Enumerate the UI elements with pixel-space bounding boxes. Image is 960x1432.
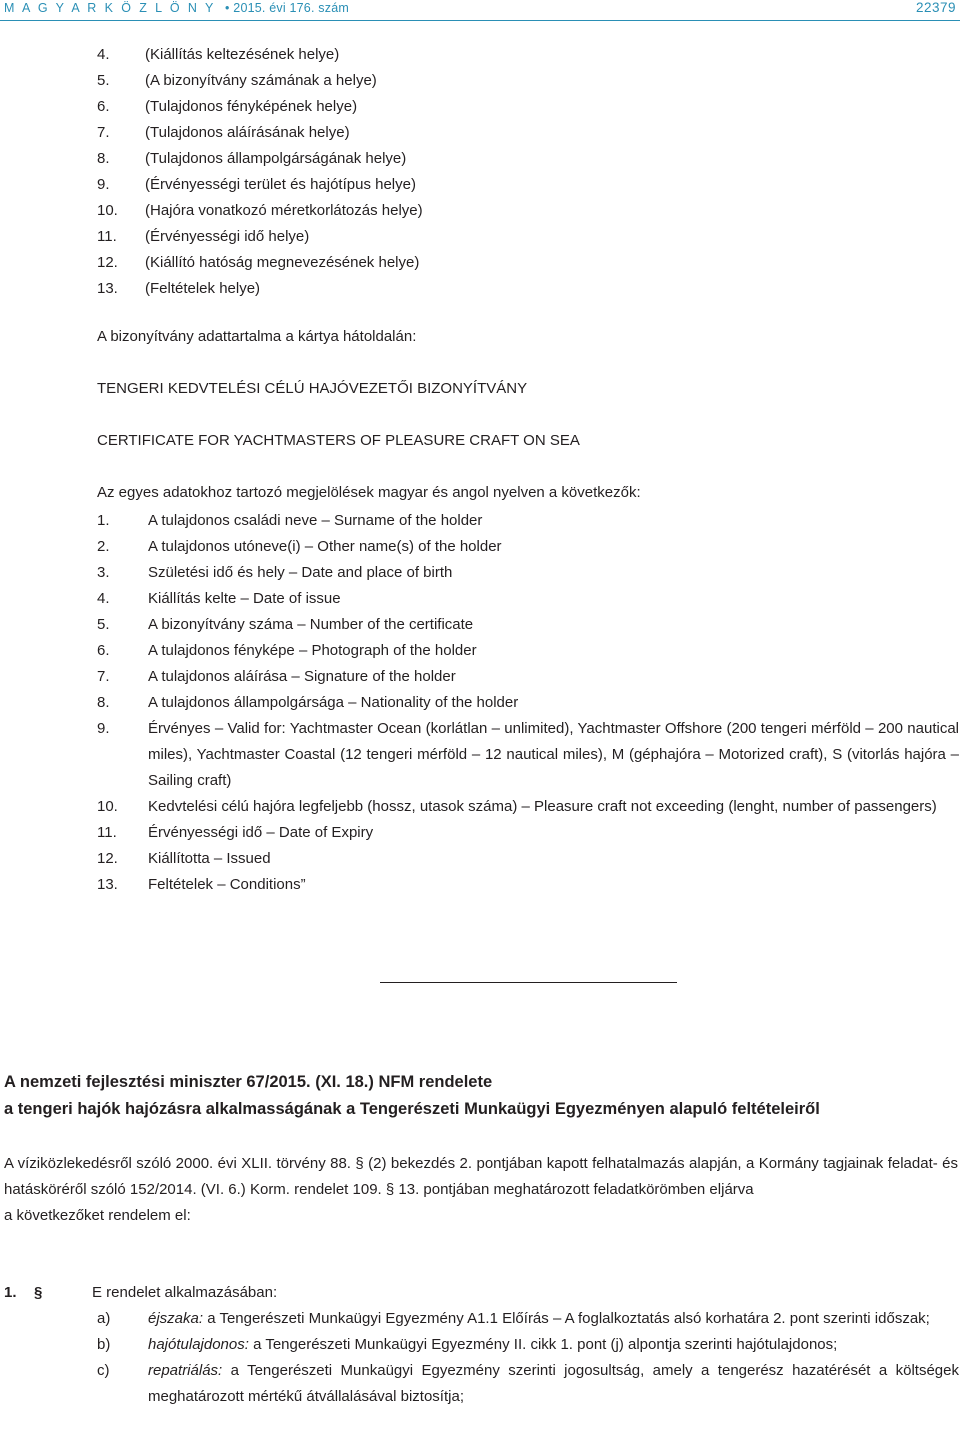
list-item — [97, 252, 797, 278]
item-number: 9. — [97, 720, 110, 737]
journal-name: M A G Y A R K Ö Z L Ö N Y — [4, 1, 216, 15]
list-item — [97, 174, 797, 200]
decree-subtitle: a tengeri hajók hajózásra alkalmasságának a Tengerészeti Munkaügyi Egyezményen alapuló feltételeiről — [4, 1100, 820, 1118]
item-number: 6. — [97, 98, 110, 115]
list-item — [97, 560, 959, 586]
item-number: 11. — [97, 228, 117, 245]
item-text — [148, 1332, 959, 1358]
item-text: Kedvtelési célú hajóra legfeljebb (hossz, utasok száma) – Pleasure craft not exceeding (lenght, number of passengers) — [148, 798, 937, 815]
item-number: 13. — [97, 876, 118, 893]
item-number: 8. — [97, 150, 110, 167]
section-1 — [4, 1280, 959, 1410]
defined-term: hajótulajdonos: — [148, 1336, 249, 1353]
item-number: 9. — [97, 176, 110, 193]
list-item — [97, 664, 959, 690]
item-text: Feltételek – Conditions” — [148, 876, 306, 893]
list-item — [97, 846, 959, 872]
item-text: (Tulajdonos fényképének helye) — [145, 98, 358, 115]
certificate-title-hu: TENGERI KEDVTELÉSI CÉLÚ HAJÓVEZETŐI BIZONYÍTVÁNY — [97, 380, 528, 397]
list-item — [97, 122, 797, 148]
item-text: Érvényes – Valid for: Yachtmaster Ocean (korlátlan – unlimited), Yachtmaster Offshore (200 tengeri mérföld – 200 nautical miles), Yachtmaster Coastal (12 tengeri mérföld – 12 nautical miles), M (géphajóra – Motorized craft), S (vitorlás hajóra – Sailing craft) — [148, 720, 959, 789]
item-number: 10. — [97, 798, 118, 815]
section-separator — [380, 982, 677, 983]
list-item — [97, 200, 797, 226]
definition-list — [4, 1306, 959, 1410]
item-text: (A bizonyítvány számának a helye) — [145, 72, 377, 89]
preamble-text: A víziközlekedésről szóló 2000. évi XLII. törvény 88. § (2) bekezdés 2. pontjában kapott felhatalmazás alapján, a Kormány tagjainak feladat- és hatásköréről szóló 152/2014. (VI. 6.) Korm. rendelet 109. § 13. pontjában meghatározott feladatkörömben eljárva — [4, 1155, 958, 1198]
preamble-closing: a következőket rendelem el: — [4, 1207, 191, 1224]
item-label: c) — [97, 1362, 110, 1379]
list-item — [97, 690, 959, 716]
item-number: 11. — [97, 824, 117, 841]
certificate-title-en: CERTIFICATE FOR YACHTMASTERS OF PLEASURE CRAFT ON SEA — [97, 432, 580, 449]
item-number: 8. — [97, 694, 110, 711]
list-item — [97, 638, 959, 664]
list-item — [97, 586, 959, 612]
list-item — [97, 820, 959, 846]
item-text: Születési idő és hely – Date and place of birth — [148, 564, 453, 581]
item-number: 4. — [97, 590, 110, 607]
item-text: (Tulajdonos aláírásának helye) — [145, 124, 350, 141]
item-number: 6. — [97, 642, 110, 659]
section-heading — [4, 1280, 959, 1306]
list-item — [97, 534, 959, 560]
item-label: b) — [97, 1336, 111, 1353]
definition: a Tengerészeti Munkaügyi Egyezmény A1.1 Előírás – A foglalkoztatás alsó korhatára 2. pont szerinti időszak; — [203, 1310, 930, 1327]
list-item — [97, 96, 797, 122]
front-side-list — [97, 44, 797, 304]
item-number: 7. — [97, 124, 110, 141]
defined-term: éjszaka: — [148, 1310, 204, 1327]
item-number: 13. — [97, 280, 118, 297]
item-text: Érvényességi idő – Date of Expiry — [148, 824, 374, 841]
journal-header — [4, 1, 349, 15]
item-number: 3. — [97, 564, 110, 581]
item-text: (Érvényességi idő helye) — [145, 228, 310, 245]
item-text: (Kiállítás keltezésének helye) — [145, 46, 340, 63]
item-text: A tulajdonos aláírása – Signature of the holder — [148, 668, 456, 685]
page-number: 22379 — [915, 0, 956, 15]
item-number: 12. — [97, 850, 118, 867]
item-text: (Tulajdonos állampolgárságának helye) — [145, 150, 407, 167]
item-text: (Hajóra vonatkozó méretkorlátozás helye) — [145, 202, 423, 219]
list-item — [97, 278, 797, 304]
item-text: A tulajdonos állampolgársága – Nationality of the holder — [148, 694, 519, 711]
definition: a Tengerészeti Munkaügyi Egyezmény szerinti jogosultság, amely a tengerész hazatérését a költségek meghatározott mértékű átvállalásával biztosítja; — [148, 1362, 959, 1405]
markings-intro: Az egyes adatokhoz tartozó megjelölések magyar és angol nyelven a következők: — [97, 484, 641, 501]
page-header — [0, 0, 960, 20]
list-item — [97, 794, 959, 820]
item-number: 1. — [97, 512, 110, 529]
definition-item — [4, 1306, 959, 1332]
item-number: 10. — [97, 202, 118, 219]
item-number: 5. — [97, 616, 110, 633]
header-rule — [0, 20, 960, 21]
item-number: 7. — [97, 668, 110, 685]
decree-preamble — [4, 1151, 958, 1229]
list-item — [97, 226, 797, 252]
list-item — [97, 70, 797, 96]
item-text: A tulajdonos fényképe – Photograph of the holder — [148, 642, 477, 659]
section-number: 1. — [4, 1284, 17, 1301]
header-bullet: • — [225, 1, 230, 15]
item-label: a) — [97, 1310, 111, 1327]
section-sign: § — [34, 1284, 43, 1301]
item-number: 12. — [97, 254, 118, 271]
item-text: (Érvényességi terület és hajótípus helye) — [145, 176, 416, 193]
item-text — [148, 1358, 959, 1410]
definition-item — [4, 1358, 959, 1410]
definition-item — [4, 1332, 959, 1358]
list-item — [97, 716, 959, 794]
item-text: (Kiállító hatóság megnevezésének helye) — [145, 254, 420, 271]
section-intro: E rendelet alkalmazásában: — [92, 1284, 278, 1301]
decree-title: A nemzeti fejlesztési miniszter 67/2015. (XI. 18.) NFM rendelete — [4, 1073, 493, 1091]
item-text: Kiállítás kelte – Date of issue — [148, 590, 341, 607]
item-text: A tulajdonos családi neve – Surname of the holder — [148, 512, 483, 529]
item-text: A tulajdonos utóneve(i) – Other name(s) of the holder — [148, 538, 502, 555]
item-number: 4. — [97, 46, 110, 63]
issue-label: 2015. évi 176. szám — [233, 1, 349, 15]
item-text: (Feltételek helye) — [145, 280, 261, 297]
list-item — [97, 612, 959, 638]
item-text: Kiállította – Issued — [148, 850, 271, 867]
back-side-list — [97, 508, 959, 898]
item-number: 5. — [97, 72, 110, 89]
item-number: 2. — [97, 538, 110, 555]
list-item — [97, 148, 797, 174]
definition: a Tengerészeti Munkaügyi Egyezmény II. cikk 1. pont (j) alpontja szerinti hajótulajdonos; — [248, 1336, 838, 1353]
list-item — [97, 508, 959, 534]
list-item — [97, 44, 797, 70]
back-side-intro: A bizonyítvány adattartalma a kártya hátoldalán: — [97, 328, 417, 345]
defined-term: repatriálás: — [148, 1362, 223, 1379]
item-text: A bizonyítvány száma – Number of the certificate — [148, 616, 474, 633]
list-item — [97, 872, 959, 898]
item-text — [148, 1306, 959, 1332]
